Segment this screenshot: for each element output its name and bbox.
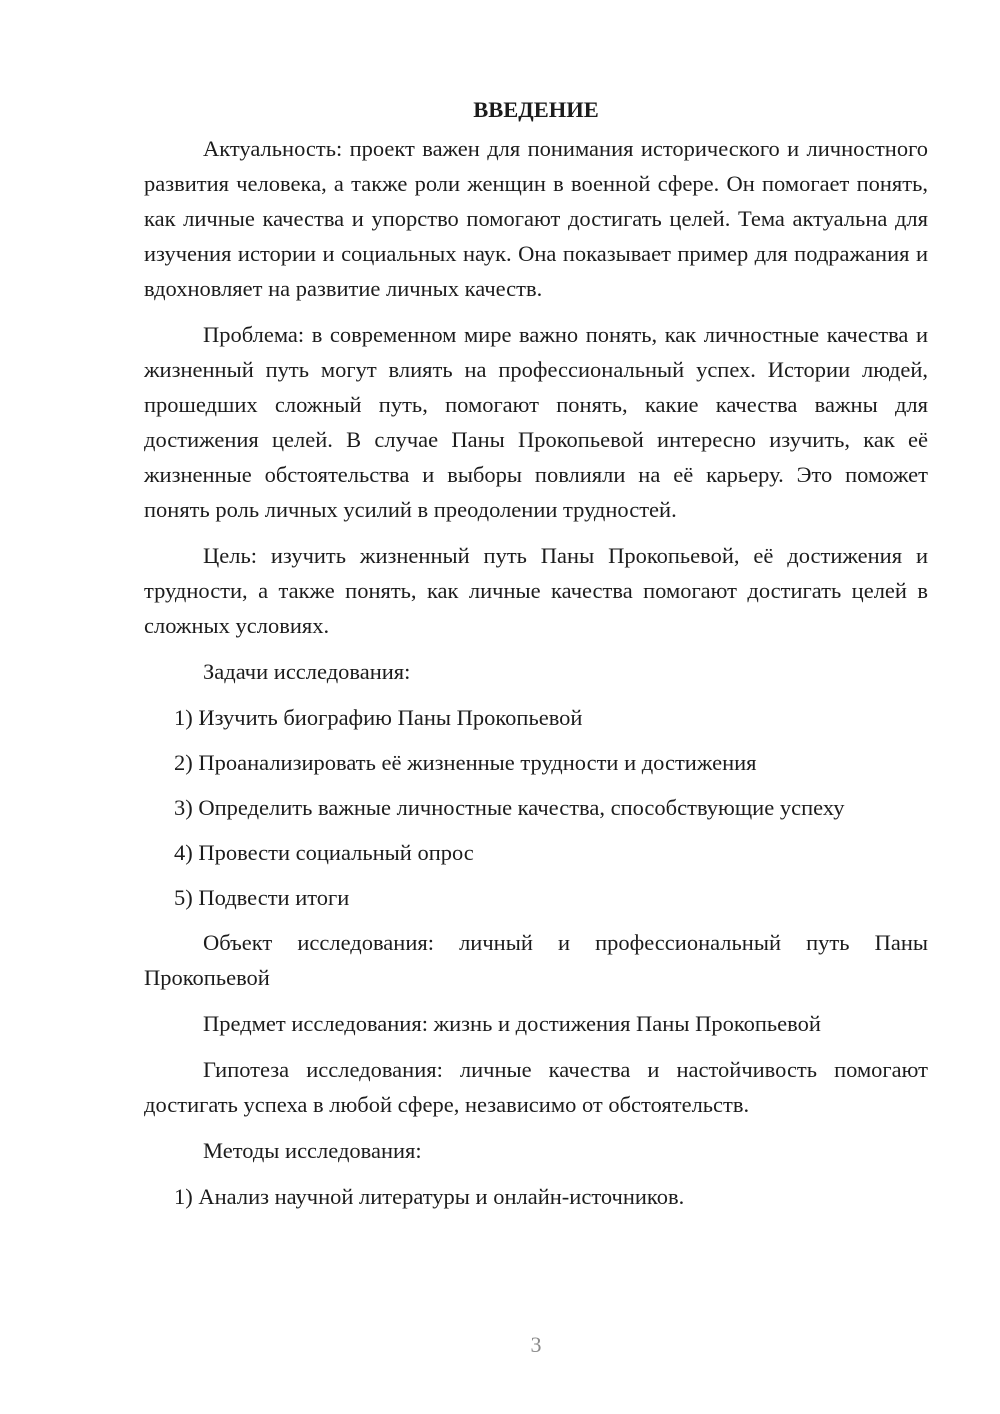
relevance-paragraph: Актуальность: проект важен для понимания исторического и личностного развития человека, а также роли женщин в военной сфере. Он помогает понять, как личные качества и упорство помогают достигать целей. Тема актуальна для изучения истории и социальных наук. Она показывает пример для подражания и вдохновляет на развитие личных качеств. xyxy=(144,136,928,301)
page-content xyxy=(144,92,928,1224)
page-number: 3 xyxy=(530,1332,542,1357)
list-item: 5) Подвести итоги xyxy=(174,885,350,910)
subject-paragraph: Предмет исследования: жизнь и достижения Паны Прокопьевой xyxy=(203,1011,821,1036)
goal-paragraph: Цель: изучить жизненный путь Паны Прокопьевой, её достижения и трудности, а также понять, как личные качества помогают достигать целей в сложных условиях. xyxy=(144,543,928,638)
list-item: 2) Проанализировать её жизненные трудности и достижения xyxy=(174,750,757,775)
list-item: 1) Анализ научной литературы и онлайн-источников. xyxy=(174,1184,685,1209)
list-item: 3) Определить важные личностные качества, способствующие успеху xyxy=(174,795,845,820)
methods-list xyxy=(144,1179,928,1214)
object-paragraph: Объект исследования: личный и профессиональный путь Паны Прокопьевой xyxy=(144,930,928,990)
tasks-heading: Задачи исследования: xyxy=(203,659,411,684)
methods-heading: Методы исследования: xyxy=(203,1138,422,1163)
list-item: 1) Изучить биографию Паны Прокопьевой xyxy=(174,705,583,730)
hypothesis-paragraph: Гипотеза исследования: личные качества и настойчивость помогают достигать успеха в любой сфере, независимо от обстоятельств. xyxy=(144,1057,928,1117)
list-item: 4) Провести социальный опрос xyxy=(174,840,474,865)
section-title: ВВЕДЕНИЕ xyxy=(473,97,599,122)
tasks-list xyxy=(144,700,928,915)
problem-paragraph: Проблема: в современном мире важно понять, как личностные качества и жизненный путь могут влиять на профессиональный успех. Истории людей, прошедших сложный путь, помогают понять, какие качества важны для достижения целей. В случае Паны Прокопьевой интересно изучить, как её жизненные обстоятельства и выборы повлияли на её карьеру. Это поможет понять роль личных усилий в преодолении трудностей. xyxy=(144,322,928,522)
